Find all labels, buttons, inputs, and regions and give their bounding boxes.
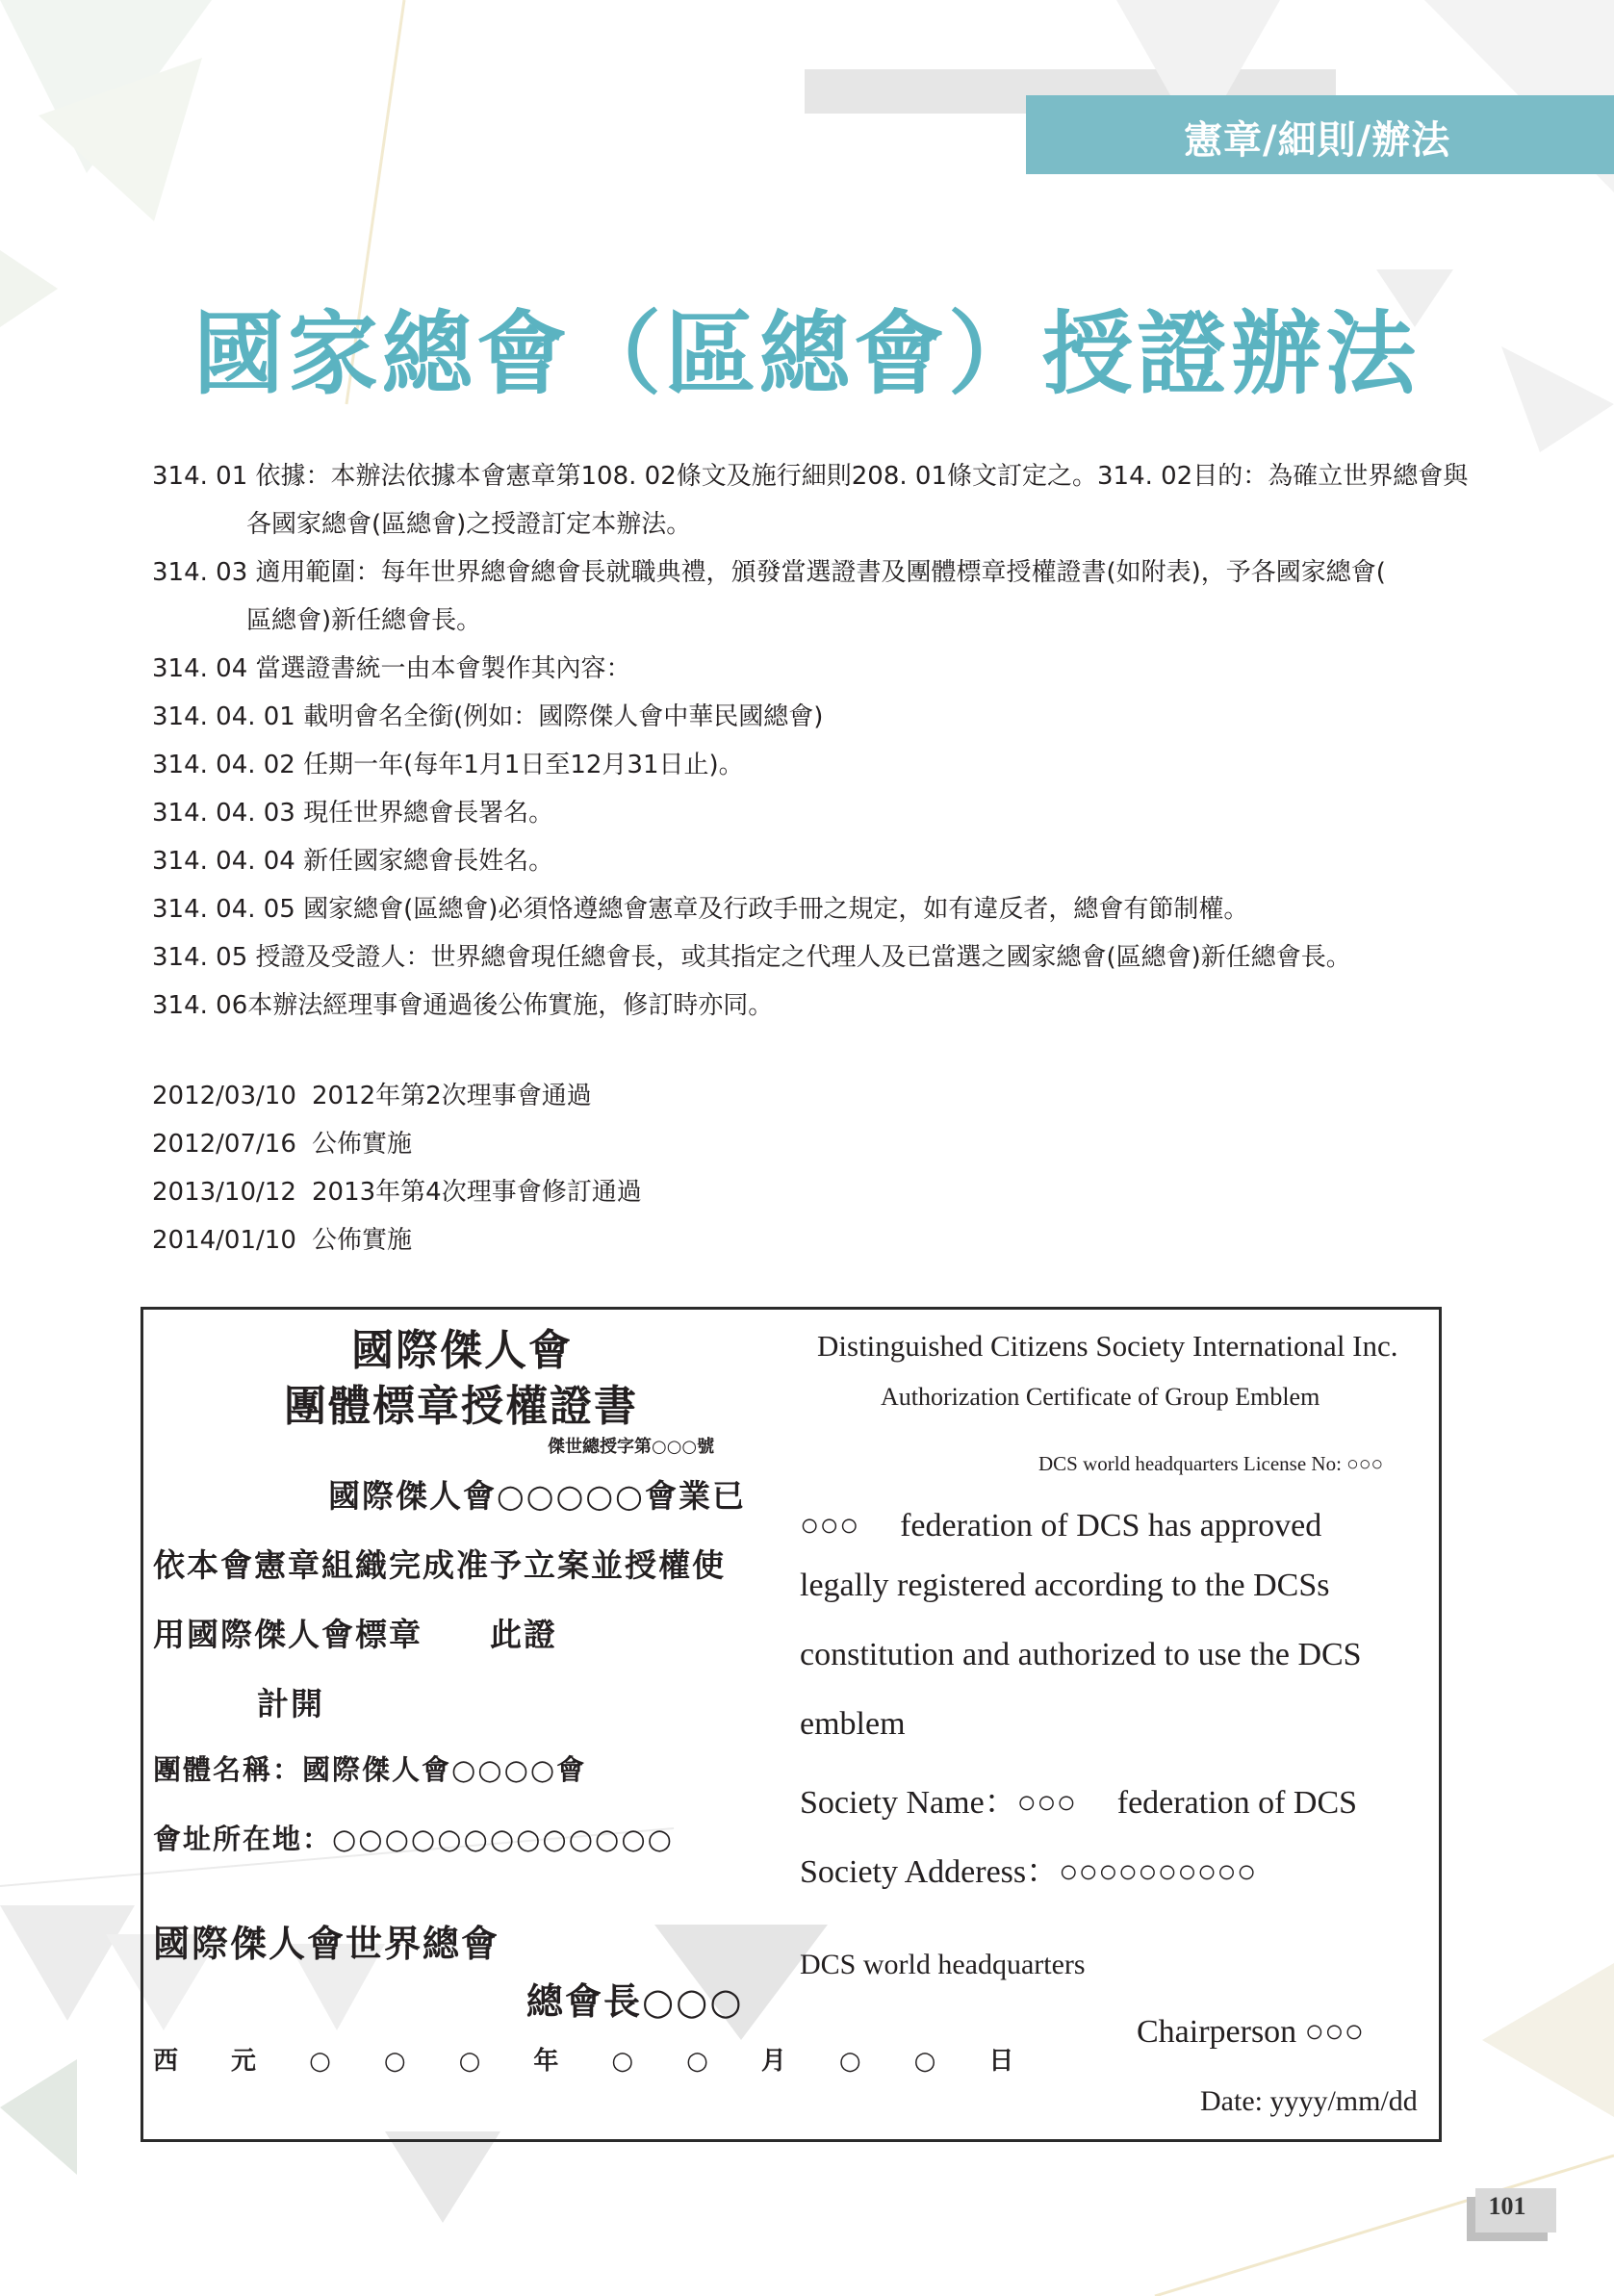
history-row <box>152 1120 642 1168</box>
history-date: 2013/10/12 <box>152 1178 296 1207</box>
article-314-04-01: 314. 04. 01 載明會名全銜(例如：國際傑人會中華民國總會) <box>152 702 824 731</box>
cert-en-society-name: Society Name：○○○ federation of DCS <box>800 1785 1358 1821</box>
cert-zh-license-no: 傑世總授字第○○○號 <box>548 1437 715 1457</box>
cert-zh-chair: 總會長○○○ <box>526 1980 744 2023</box>
page-title: 國家總會（區總會）授證辦法 <box>192 302 1420 407</box>
history-row <box>152 1072 642 1120</box>
cert-zh-line3: 用國際傑人會標章 此證 <box>153 1616 557 1653</box>
cert-en-line1: ○○○ federation of DCS has approved <box>800 1508 1322 1543</box>
article-314-04: 314. 04 當選證書統一由本會製作其內容： <box>152 654 631 683</box>
history-text: 2012年第2次理事會通過 <box>312 1082 592 1110</box>
article-314-03: 314. 03 適用範圍：每年世界總會總會長就職典禮，頒發當選證書及團體標章授權證書(如附表)，予各國家總會( <box>152 558 1386 587</box>
cert-zh-title1: 國際傑人會 <box>351 1326 573 1375</box>
article-list <box>152 452 1499 1030</box>
article-314-01: 314. 01 依據：本辦法依據本會憲章第108. 02條文及施行細則208. 01條文訂定之。314. 02目的：為確立世界總會與 <box>152 462 1469 491</box>
cert-en-line2: legally registered according to the DCSs <box>800 1568 1330 1603</box>
article-314-03-cont: 區總會)新任總會長。 <box>246 606 482 635</box>
cert-en-title2: Authorization Certificate of Group Emblem <box>881 1383 1320 1411</box>
section-label: 憲章/細則/辦法 <box>1184 118 1451 163</box>
article-314-04-05: 314. 04. 05 國家總會(區總會)必須恪遵總會憲章及行政手冊之規定，如有違反者，總會有節制權。 <box>152 895 1249 924</box>
cert-zh-line2: 依本會憲章組織完成准予立案並授權使 <box>153 1546 726 1584</box>
history-text: 2013年第4次理事會修訂通過 <box>312 1178 642 1207</box>
cert-zh-line4: 計開 <box>257 1685 324 1722</box>
cert-en-license-no: DCS world headquarters License No: ○○○ <box>1038 1452 1384 1475</box>
revision-history <box>152 1072 642 1264</box>
article-314-06: 314. 06本辦法經理事會通過後公佈實施，修訂時亦同。 <box>152 991 774 1020</box>
page-number: 101 <box>1488 2192 1526 2220</box>
article-314-04-04: 314. 04. 04 新任國家總會長姓名。 <box>152 847 554 876</box>
cert-en-address: Society Adderess：○○○○○○○○○○ <box>800 1854 1257 1890</box>
article-314-04-02: 314. 04. 02 任期一年(每年1月1日至12月31日止)。 <box>152 751 744 779</box>
certificate-sample <box>141 1307 1442 2142</box>
cert-en-org: DCS world headquarters <box>800 1949 1086 1980</box>
history-row <box>152 1216 642 1264</box>
cert-zh-date: 西 元 ○ ○ ○ 年 ○ ○ 月 ○ ○ 日 <box>153 2047 1030 2076</box>
history-date: 2012/07/16 <box>152 1130 296 1159</box>
cert-en-line3: constitution and authorized to use the DCS <box>800 1637 1362 1672</box>
history-text: 公佈實施 <box>312 1130 413 1159</box>
cert-zh-line1: 國際傑人會○○○○○會業已 <box>328 1477 746 1515</box>
cert-zh-org: 國際傑人會世界總會 <box>153 1923 500 1965</box>
history-date: 2014/01/10 <box>152 1226 296 1255</box>
cert-en-date: Date: yyyy/mm/dd <box>1200 2085 1418 2117</box>
cert-en-title1: Distinguished Citizens Society International Inc. <box>817 1329 1398 1363</box>
cert-en-chair: Chairperson ○○○ <box>1137 2014 1365 2050</box>
cert-en-line4: emblem <box>800 1706 906 1742</box>
cert-zh-society-name: 團體名稱：國際傑人會○○○○會 <box>153 1753 587 1786</box>
history-text: 公佈實施 <box>312 1226 413 1255</box>
article-314-05: 314. 05 授證及受證人：世界總會現任總會長，或其指定之代理人及已當選之國家總會(區總會)新任總會長。 <box>152 943 1351 972</box>
article-314-01-cont: 各國家總會(區總會)之授證訂定本辦法。 <box>246 510 692 539</box>
cert-zh-address: 會址所在地：○○○○○○○○○○○○○ <box>153 1823 674 1855</box>
cert-zh-title2: 團體標章授權證書 <box>284 1382 638 1431</box>
history-date: 2012/03/10 <box>152 1082 296 1110</box>
history-row <box>152 1168 642 1216</box>
article-314-04-03: 314. 04. 03 現任世界總會長署名。 <box>152 799 554 828</box>
